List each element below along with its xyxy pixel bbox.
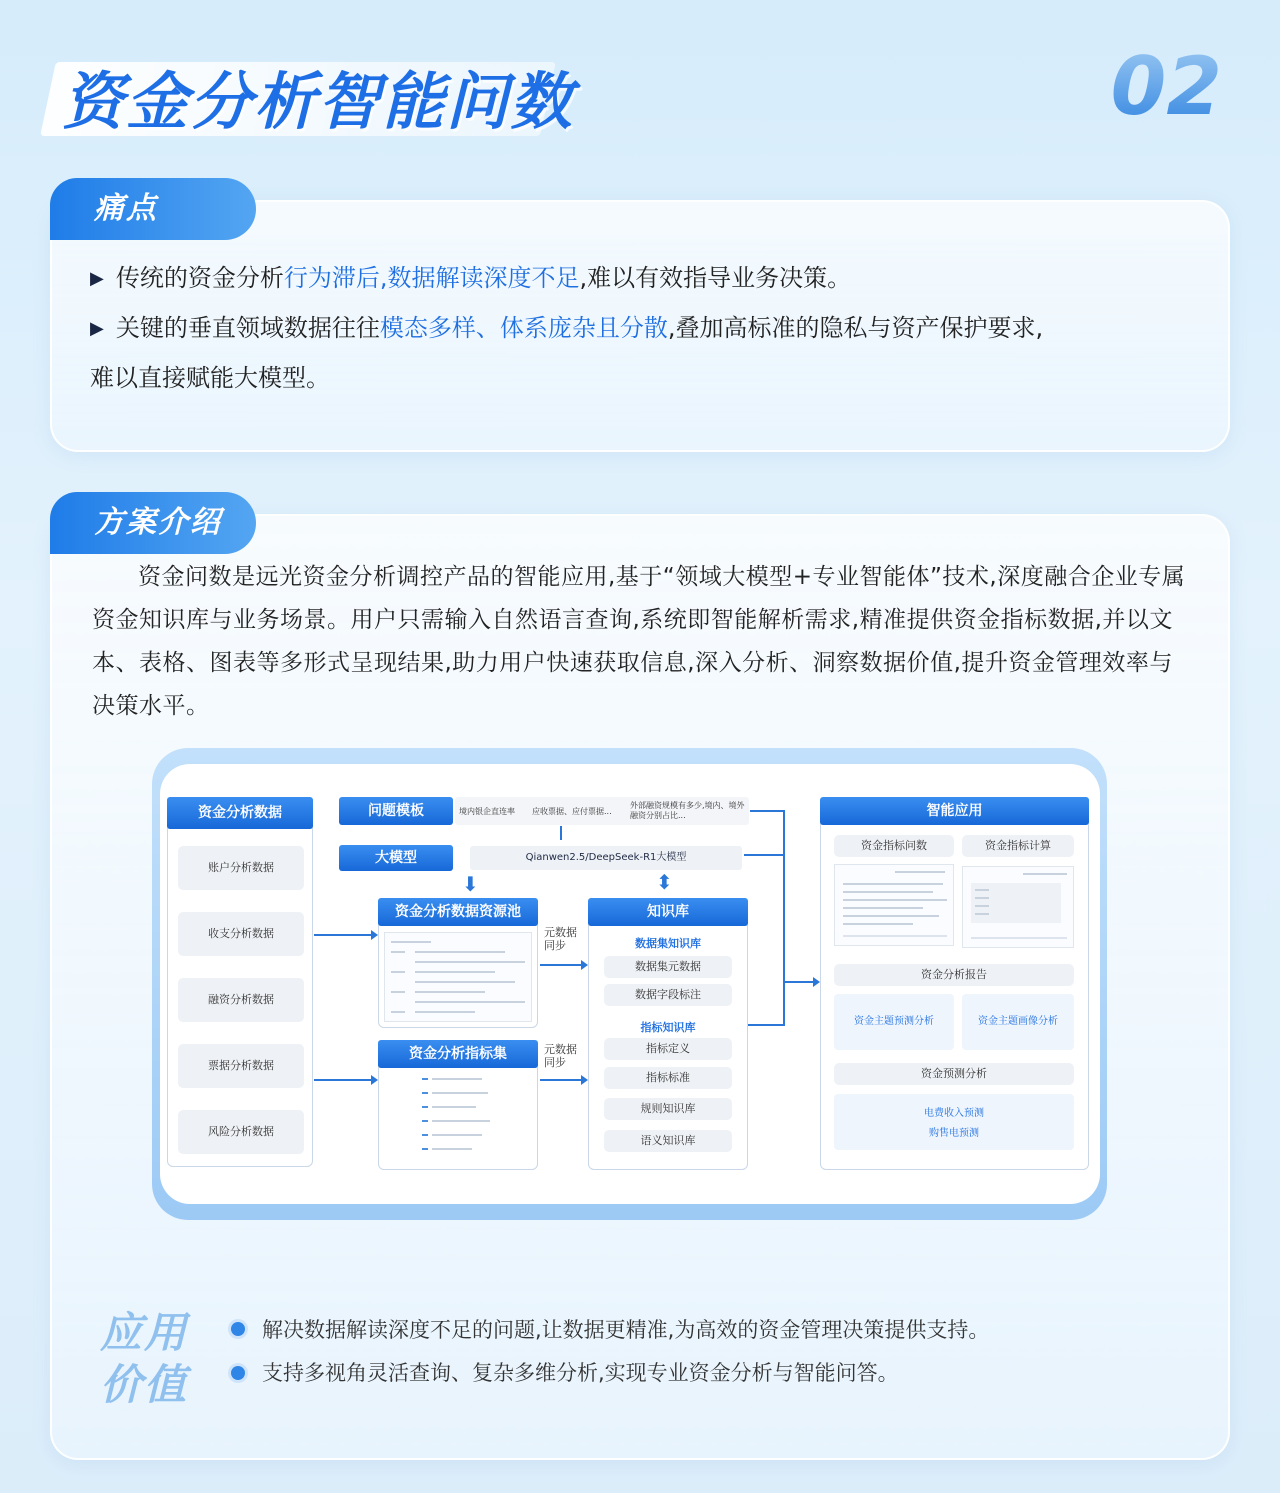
knowledge-item: 数据字段标注 <box>604 984 732 1006</box>
connector <box>750 810 784 812</box>
arrow-updown-icon: ⬍ <box>656 870 673 894</box>
app-report-item: 资金主题预测分析 <box>834 994 954 1050</box>
resource-pool-screenshot <box>384 932 532 1022</box>
app-forecast-item: 电费收入预测 <box>924 1108 984 1119</box>
connector <box>560 826 562 840</box>
arrow-right-icon <box>540 964 582 966</box>
app-forecast-box <box>834 1094 1074 1150</box>
knowledge-item: 指标定义 <box>604 1038 732 1060</box>
app-tab: 资金指标问数 <box>834 835 954 857</box>
app-forecast-label: 资金预测分析 <box>834 1063 1074 1085</box>
solution-tab: 方案介绍 <box>50 492 256 554</box>
indicator-set-title: 资金分析指标集 <box>378 1040 538 1068</box>
question-example: 应收票据、应付票据... <box>532 807 612 816</box>
question-template-label: 问题模板 <box>339 797 453 825</box>
arrow-right-icon <box>314 1079 372 1081</box>
app-forecast-item: 购售电预测 <box>929 1128 979 1139</box>
pain-line-3: 难以直接赋能大模型。 <box>90 364 330 392</box>
indicator-set-screenshot <box>418 1072 498 1164</box>
resource-pool-title: 资金分析数据资源池 <box>378 898 538 926</box>
connector <box>748 1024 784 1026</box>
pain-tab: 痛点 <box>50 178 256 240</box>
sync-label: 元数据同步 <box>544 1043 577 1069</box>
connector <box>744 854 784 856</box>
knowledge-title: 知识库 <box>588 898 748 926</box>
arrow-right-icon <box>784 981 814 983</box>
connector <box>783 810 785 1026</box>
solution-intro: 资金问数是远光资金分析调控产品的智能应用,基于“领域大模型+专业智能体”技术,深度融合企业专属资金知识库与业务场景。用户只需输入自然语言查询,系统即智能解析需求,精准提供资金指标数据,并以文本、表格、图表等多形式呈现结果,助力用户快速获取信息,深入分析、洞察数据价值,提升资金管理效率与决策水平。 <box>92 564 1186 719</box>
page-title: 资金分析智能问数 <box>62 65 575 138</box>
knowledge-item: 数据集元数据 <box>604 956 732 978</box>
arrow-down-icon: ⬇ <box>462 872 479 896</box>
data-panel-title: 资金分析数据 <box>167 797 313 829</box>
arrow-right-icon <box>314 934 372 936</box>
data-item: 融资分析数据 <box>178 978 304 1022</box>
data-item: 票据分析数据 <box>178 1044 304 1088</box>
sync-label: 元数据同步 <box>544 926 577 952</box>
bullet-dot-icon <box>231 1366 245 1380</box>
page-number: 02 <box>1110 40 1222 133</box>
knowledge-item: 指标标准 <box>604 1067 732 1089</box>
value-title-line2: 价值 <box>100 1360 189 1409</box>
question-example: 外部融资规模有多少,境内、境外融资分别占比... <box>630 801 745 820</box>
triangle-bullet-icon: ▶ <box>90 268 104 289</box>
knowledge-section-label: 指标知识库 <box>640 1021 696 1034</box>
app-title: 智能应用 <box>820 797 1089 825</box>
app-screenshot <box>834 864 954 946</box>
data-item: 收支分析数据 <box>178 912 304 956</box>
llm-label: 大模型 <box>339 845 453 871</box>
app-tab: 资金指标计算 <box>962 835 1074 857</box>
app-report-item: 资金主题画像分析 <box>962 994 1074 1050</box>
value-item: 解决数据解读深度不足的问题,让数据更精准,为高效的资金管理决策提供支持。 <box>262 1318 990 1342</box>
knowledge-item: 语义知识库 <box>604 1130 732 1152</box>
arrow-right-icon <box>540 1079 582 1081</box>
bullet-dot-icon <box>231 1322 245 1336</box>
value-title-line1: 应用 <box>100 1308 189 1357</box>
app-report-label: 资金分析报告 <box>834 964 1074 986</box>
triangle-bullet-icon: ▶ <box>90 318 104 339</box>
llm-value: Qianwen2.5/DeepSeek-R1大模型 <box>470 846 742 870</box>
knowledge-section-label: 数据集知识库 <box>635 937 701 950</box>
value-item: 支持多视角灵活查询、复杂多维分析,实现专业资金分析与智能问答。 <box>262 1361 899 1385</box>
data-item: 风险分析数据 <box>178 1110 304 1154</box>
pain-line-1: ▶ 传统的资金分析行为滞后,数据解读深度不足,难以有效指导业务决策。 <box>90 258 851 299</box>
question-example: 境内银企直连率 <box>459 807 515 816</box>
knowledge-item: 规则知识库 <box>604 1098 732 1120</box>
data-item: 账户分析数据 <box>178 846 304 890</box>
app-screenshot <box>962 866 1074 948</box>
pain-line-2: ▶ 关键的垂直领域数据往往模态多样、体系庞杂且分散,叠加高标准的隐私与资产保护要求, <box>90 308 1043 349</box>
